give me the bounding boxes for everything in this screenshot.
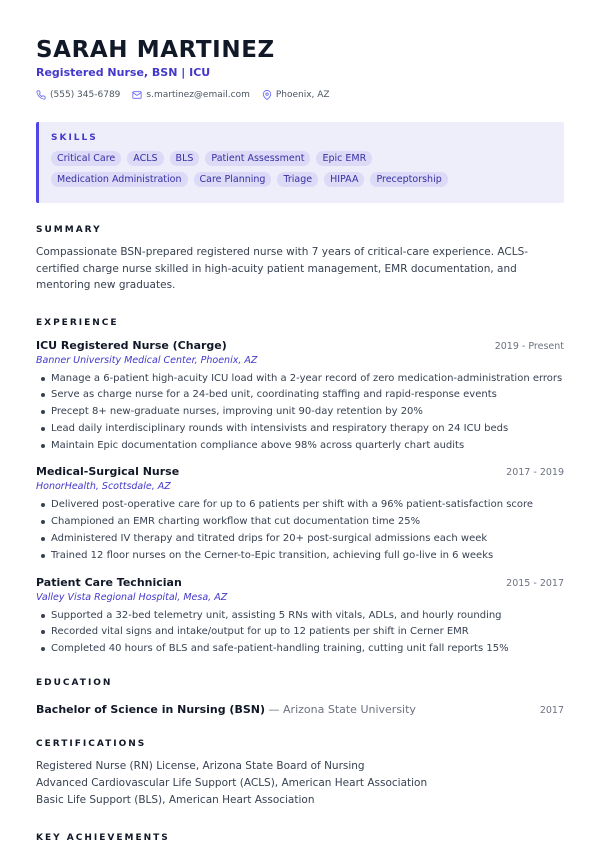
education-heading: EDUCATION — [36, 678, 113, 689]
bullet-item: Championed an EMR charting workflow that cut documentation time 25% — [36, 514, 564, 531]
mail-icon — [132, 90, 142, 100]
skill-chip: Critical Care — [51, 151, 121, 166]
skills-heading: SKILLS — [51, 133, 98, 143]
job-entry — [36, 575, 564, 658]
achievements-heading: KEY ACHIEVEMENTS — [36, 832, 170, 843]
bullet-item: Administered IV therapy and titrated drips for 20+ post-surgical admissions each week — [36, 531, 564, 548]
certification-item: Basic Life Support (BLS), American Heart Association — [36, 794, 315, 807]
skill-chip: HIPAA — [324, 172, 364, 187]
skill-chip: Preceptorship — [370, 172, 447, 187]
bullet-item: Completed 40 hours of BLS and safe-patient-handling training, cutting unit fall reports 15% — [36, 641, 564, 658]
job-bullets — [36, 371, 564, 455]
candidate-name: SARAH MARTINEZ — [36, 37, 275, 63]
summary-text: Compassionate BSN-prepared registered nurse with 7 years of critical-care experience. ACLS-certified charge nurse skilled in high-acuity patient management, EMR documentation, and mentoring new graduates. — [36, 246, 529, 291]
candidate-headline: Registered Nurse, BSN | ICU — [36, 66, 211, 79]
skill-chip: Patient Assessment — [205, 151, 310, 166]
job-dates: 2017 - 2019 — [506, 467, 564, 479]
education-separator: — — [265, 703, 284, 717]
bullet-item: Manage a 6-patient high-acuity ICU load with a 2-year record of zero medication-administration errors — [36, 371, 564, 388]
education-school: Arizona State University — [283, 703, 416, 717]
achievements-section — [36, 833, 564, 844]
phone-text: (555) 345-6789 — [50, 90, 121, 100]
skill-chip: Triage — [277, 172, 318, 187]
job-entry — [36, 464, 564, 564]
education-year: 2017 — [539, 705, 564, 717]
job-header — [36, 338, 564, 354]
contact-row — [36, 89, 564, 101]
job-entry — [36, 338, 564, 455]
skill-chip: Medication Administration — [51, 172, 188, 187]
bullet-item: Supported a 32-bed telemetry unit, assisting 5 RNs with vitals, ADLs, and hourly rounding — [36, 608, 564, 625]
bullet-item: Trained 12 floor nurses on the Cerner-to-Epic transition, achieving full go-live in 6 weeks — [36, 548, 564, 565]
certification-item: Registered Nurse (RN) License, Arizona State Board of Nursing — [36, 760, 365, 773]
education-section — [36, 678, 564, 717]
job-dates: 2019 - Present — [494, 340, 564, 352]
experience-section — [36, 318, 564, 659]
summary-heading: SUMMARY — [36, 225, 102, 235]
bullet-item: Recorded vital signs and intake/output for up to 12 patients per shift in Cerner EMR — [36, 624, 564, 641]
job-bullets — [36, 608, 564, 658]
certifications-section — [36, 739, 564, 810]
experience-heading: EXPERIENCE — [36, 317, 119, 328]
education-entry — [36, 698, 564, 717]
skills-chips — [51, 151, 491, 187]
contact-email[interactable] — [132, 89, 249, 101]
contact-location — [262, 89, 330, 101]
certifications-heading: CERTIFICATIONS — [36, 739, 147, 750]
contact-phone[interactable] — [36, 89, 120, 101]
phone-icon — [36, 90, 46, 100]
skill-chip: ACLS — [127, 151, 163, 166]
job-title: ICU Registered Nurse (Charge) — [36, 338, 227, 352]
job-header — [36, 464, 564, 480]
bullet-item: Lead daily interdisciplinary rounds with intensivists and respiratory therapy on 24 ICU beds — [36, 421, 564, 438]
job-organization: Valley Vista Regional Hospital, Mesa, AZ — [36, 591, 228, 603]
education-degree-line — [36, 698, 416, 717]
job-title: Medical-Surgical Nurse — [36, 465, 180, 479]
bullet-item: Precept 8+ new-graduate nurses, improving unit 90-day retention by 20% — [36, 404, 564, 421]
education-degree: Bachelor of Science in Nursing (BSN) — [36, 703, 266, 717]
summary-section — [36, 225, 564, 294]
skills-section — [36, 122, 564, 203]
job-title: Patient Care Technician — [36, 575, 182, 589]
bullet-item: Maintain Epic documentation compliance above 98% across quarterly chart audits — [36, 438, 564, 455]
bullet-item: Delivered post-operative care for up to 6 patients per shift with a 96% patient-satisfaction score — [36, 497, 564, 514]
email-text: s.martinez@email.com — [146, 90, 250, 100]
job-bullets — [36, 497, 564, 564]
job-dates: 2015 - 2017 — [506, 577, 564, 589]
location-text: Phoenix, AZ — [275, 90, 330, 100]
job-organization: Banner University Medical Center, Phoenix, AZ — [36, 354, 258, 366]
job-organization: HonorHealth, Scottsdale, AZ — [36, 481, 171, 493]
certifications-list — [36, 758, 564, 810]
bullet-item: Serve as charge nurse for a 24-bed unit, coordinating staffing and rapid-response events — [36, 387, 564, 404]
skill-chip: BLS — [170, 151, 200, 166]
certification-item: Advanced Cardiovascular Life Support (ACLS), American Heart Association — [36, 777, 428, 790]
skill-chip: Care Planning — [194, 172, 272, 187]
skill-chip: Epic EMR — [316, 151, 372, 166]
job-header — [36, 575, 564, 591]
map-pin-icon — [262, 90, 272, 100]
